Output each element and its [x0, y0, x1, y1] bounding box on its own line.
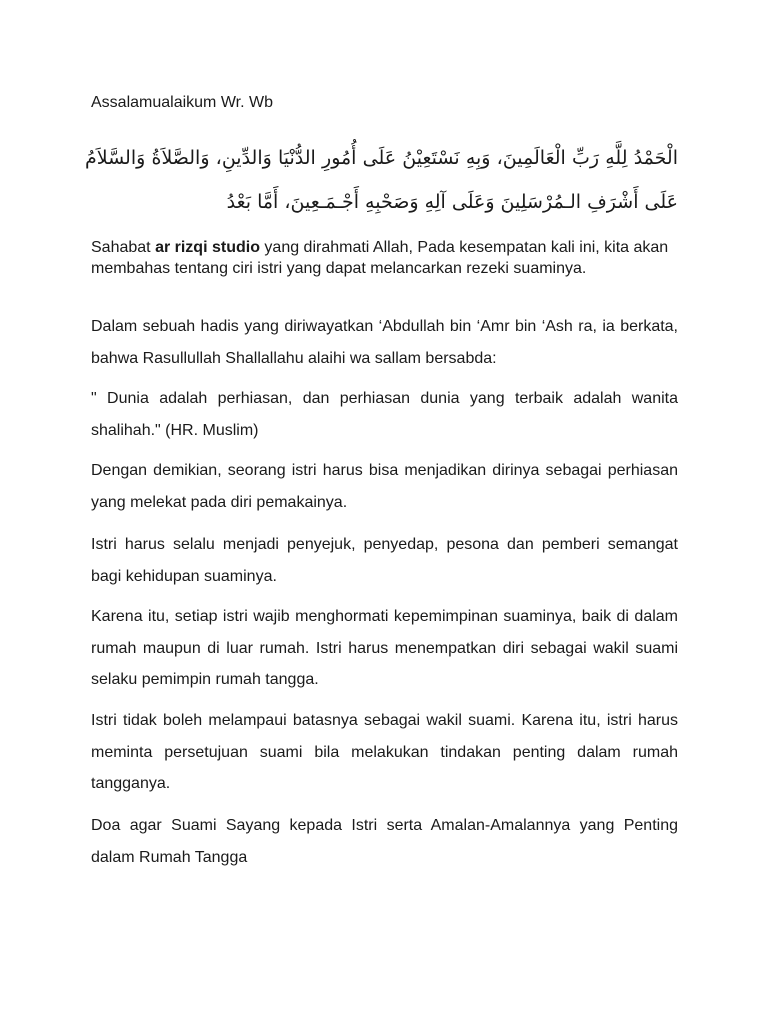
arabic-opening: الْحَمْدُ لِلَّهِ رَبِّ الْعَالَمِينَ، وَبِهِ نَسْتَعِيْنُ عَلَى أُمُورِ الدُّنْيَا وَالدِّينِ، وَالصَّلاَةُ وَالسَّلاَمُ عَلَى أَشْرَفِ الـمُرْسَلِينَ وَعَلَى آلِهِ وَصَحْبِهِ أَجْـمَـعِينَ، أَمَّا بَعْدُ — [85, 147, 678, 213]
intro-paragraph — [91, 237, 678, 279]
hadith-quote-paragraph: " Dunia adalah perhiasan, dan perhiasan dunia yang terbaik adalah wanita shalihah." (HR. Muslim) — [91, 390, 678, 439]
leadership-paragraph: Karena itu, setiap istri wajib menghormati kepemimpinan suaminya, baik di dalam rumah maupun di luar rumah. Istri harus menempatkan diri sebagai wakil suami selaku pemimpin rumah tangga. — [91, 608, 678, 688]
prayer-heading-paragraph: Doa agar Suami Sayang kepada Istri serta Amalan-Amalannya yang Penting dalam Rumah Tangga — [91, 817, 678, 866]
jewelry-paragraph: Dengan demikian, seorang istri harus bisa menjadikan dirinya sebagai perhiasan yang melekat pada diri pemakainya. — [91, 462, 678, 511]
brand-name: ar rizqi studio — [155, 239, 260, 256]
hadith-intro-paragraph: Dalam sebuah hadis yang diriwayatkan ‘Abdullah bin ‘Amr bin ‘Ash ra, ia berkata, bahwa Rasullullah Shallallahu alaihi wa sallam bersabda: — [91, 318, 678, 367]
greeting: Assalamualaikum Wr. Wb — [91, 94, 273, 111]
comforter-paragraph: Istri harus selalu menjadi penyejuk, penyedap, pesona dan pemberi semangat bagi kehidupan suaminya. — [91, 536, 678, 585]
limits-paragraph: Istri tidak boleh melampaui batasnya sebagai wakil suami. Karena itu, istri harus meminta persetujuan suami bila melakukan tindakan penting dalam rumah tangganya. — [91, 712, 678, 792]
intro-suffix: yang dirahmati Allah, Pada kesempatan kali ini, kita akan membahas tentang ciri istri yang dapat melancarkan rezeki suaminya. — [91, 239, 669, 277]
intro-prefix: Sahabat — [91, 239, 156, 256]
